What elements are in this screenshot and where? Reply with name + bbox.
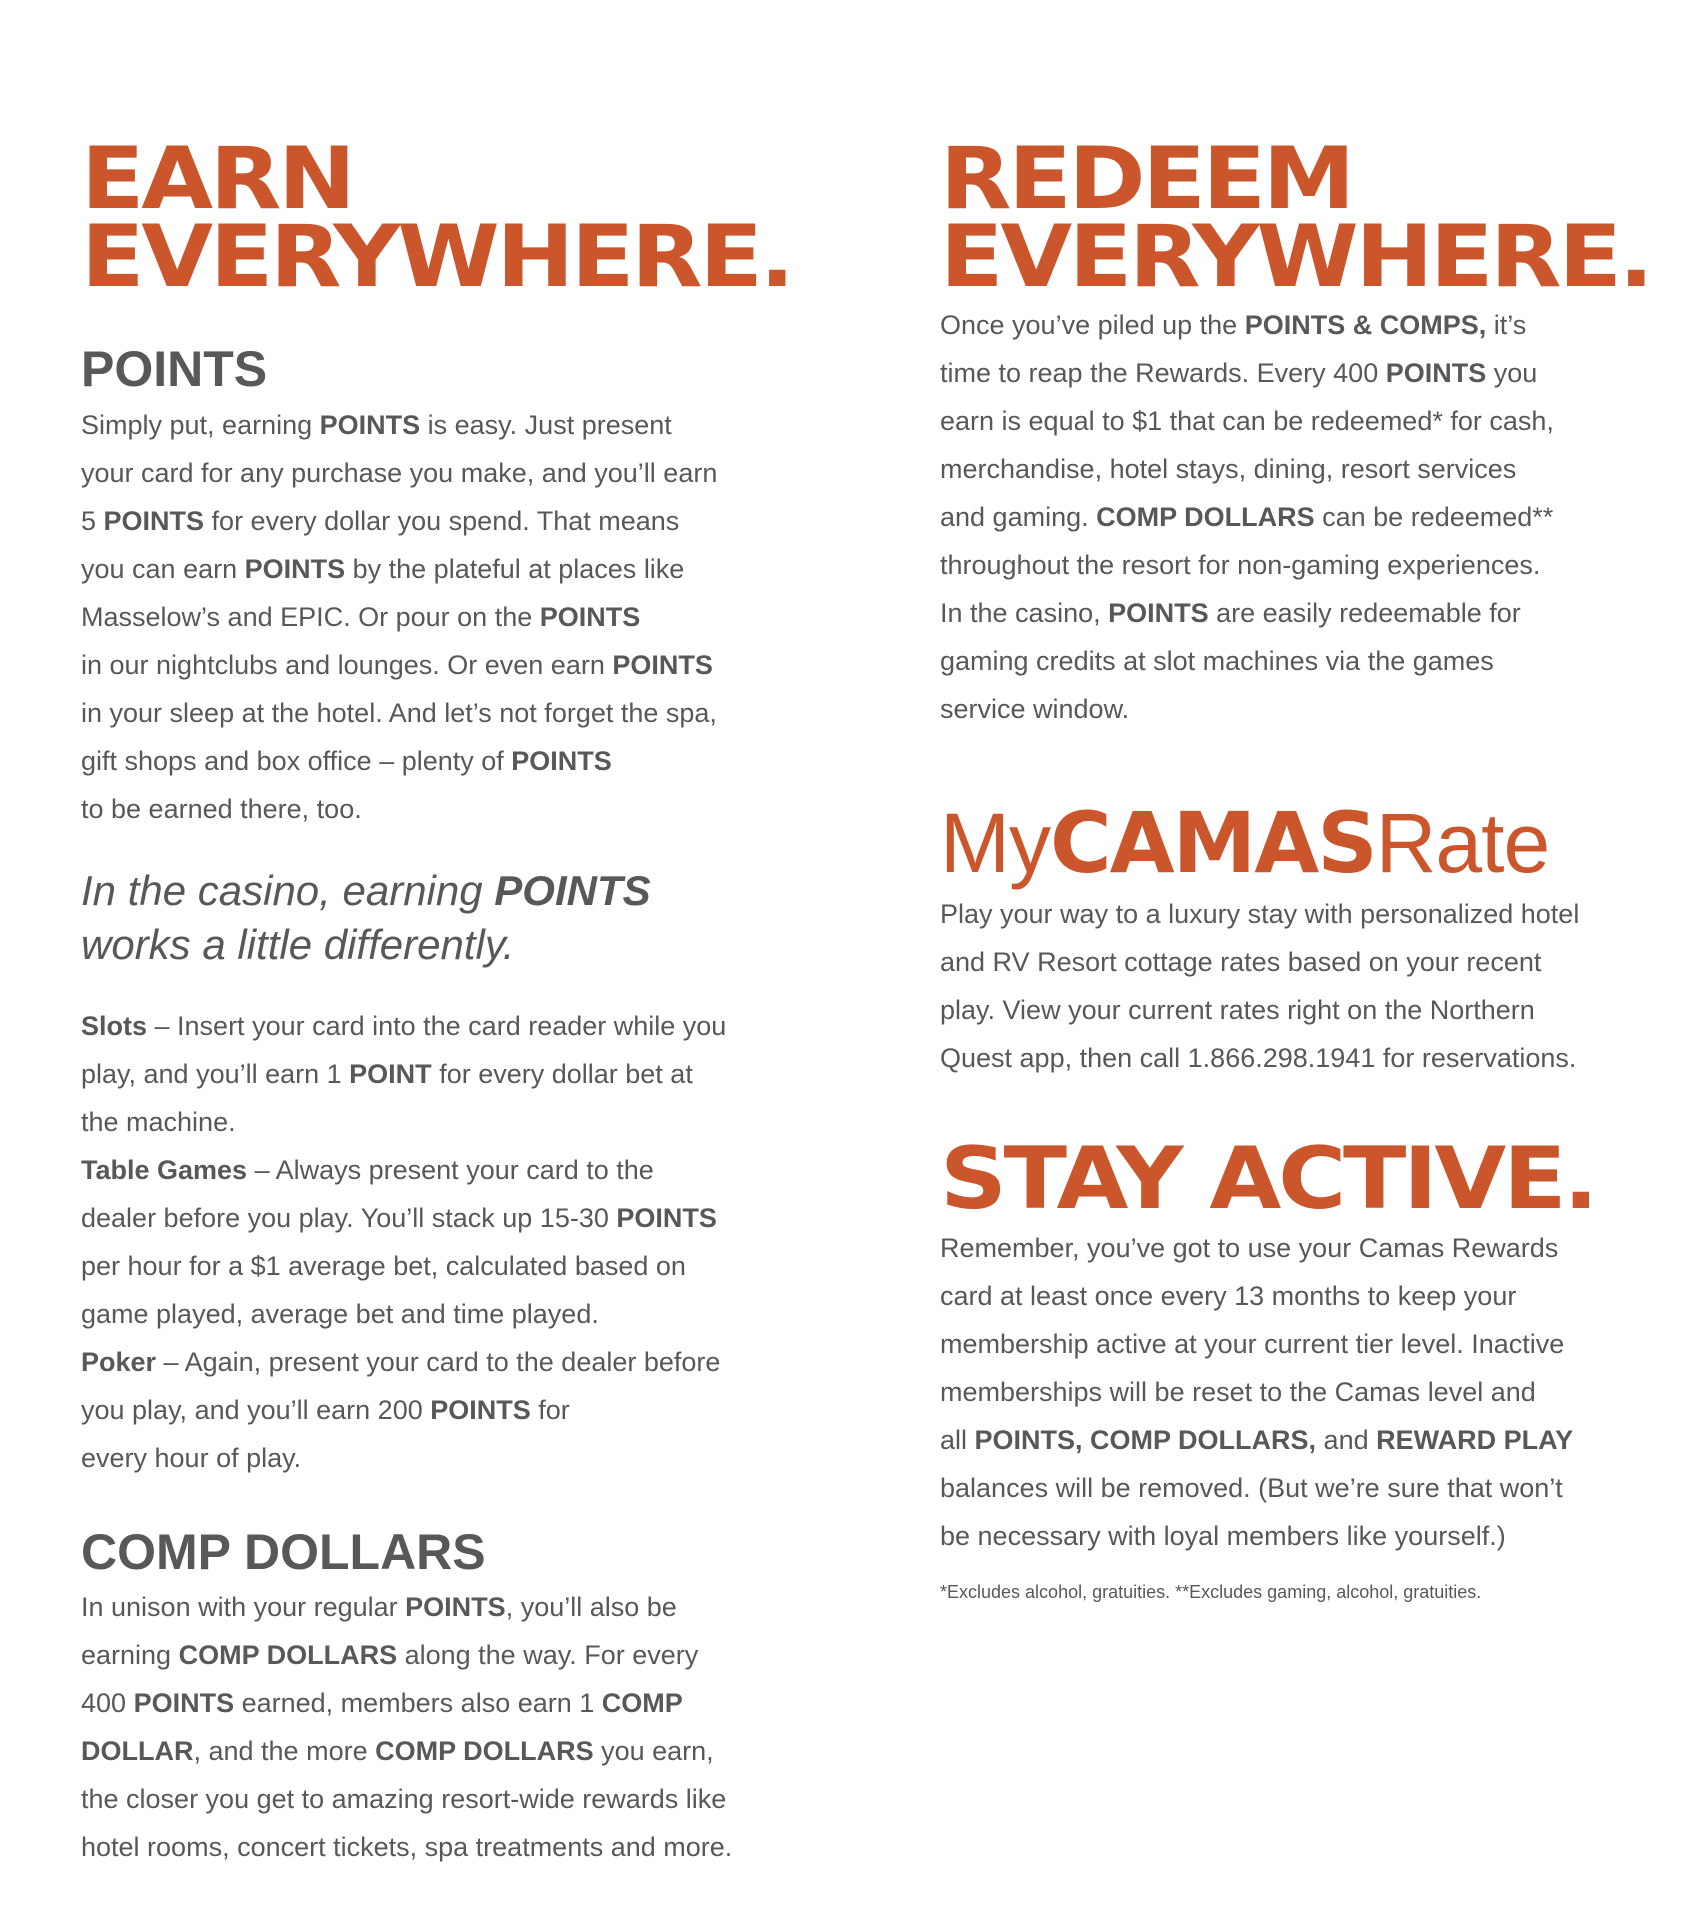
bold-term: POINTS xyxy=(1108,598,1209,628)
points-body xyxy=(81,401,717,833)
bold-term: COMP DOLLARS xyxy=(1096,502,1315,532)
text-line: in our nightclubs and lounges. Or even earn POINTS xyxy=(81,650,713,680)
mycamas-my: My xyxy=(940,796,1050,890)
bold-term: POINTS xyxy=(616,1203,717,1233)
text-line: in your sleep at the hotel. And let’s not forget the spa, xyxy=(81,698,717,728)
text-line: all POINTS, COMP DOLLARS, and REWARD PLAY xyxy=(940,1425,1574,1455)
text-line: dealer before you play. You’ll stack up 15-30 POINTS xyxy=(81,1203,717,1233)
text-line: card at least once every 13 months to keep your xyxy=(940,1281,1517,1311)
bold-term: POINTS xyxy=(405,1592,506,1622)
bold-term: POINTS xyxy=(494,867,651,914)
redeem-heading-line1: REDEEM xyxy=(940,129,1352,229)
text-line: gift shops and box office – plenty of POINTS xyxy=(81,746,612,776)
bold-term: Poker xyxy=(81,1347,157,1377)
mycamas-rate: Rate xyxy=(1375,796,1550,890)
text-line: earning COMP DOLLARS along the way. For every xyxy=(81,1640,699,1670)
text-line: throughout the resort for non-gaming experiences. xyxy=(940,550,1541,580)
text-line: gaming credits at slot machines via the games xyxy=(940,646,1494,676)
text-line: membership active at your current tier level. Inactive xyxy=(940,1329,1565,1359)
text-line: per hour for a $1 average bet, calculated based on xyxy=(81,1251,686,1281)
bold-term: COMP DOLLARS xyxy=(375,1736,594,1766)
bold-term: Slots xyxy=(81,1011,148,1041)
text-line: balances will be removed. (But we’re sure that won’t xyxy=(940,1473,1563,1503)
text-line: merchandise, hotel stays, dining, resort services xyxy=(940,454,1517,484)
stay-active-body xyxy=(940,1224,1573,1560)
bold-term: POINTS xyxy=(244,554,346,584)
text-line: your card for any purchase you make, and you’ll earn xyxy=(81,458,718,488)
text-line: works a little differently. xyxy=(81,921,515,968)
text-line: earn is equal to $1 that can be redeemed* for cash, xyxy=(940,406,1554,436)
text-line: you play, and you’ll earn 200 POINTS for xyxy=(81,1395,570,1425)
text-line: and RV Resort cottage rates based on your recent xyxy=(940,947,1542,977)
bold-term: POINTS xyxy=(1385,358,1487,388)
text-line: Play your way to a luxury stay with personalized hotel xyxy=(940,899,1580,929)
text-line: game played, average bet and time played. xyxy=(81,1299,599,1329)
text-line: Quest app, then call 1.866.298.1941 for reservations. xyxy=(940,1043,1577,1073)
comp-dollars-body xyxy=(81,1583,732,1871)
bold-term: REWARD PLAY xyxy=(1376,1425,1574,1455)
casino-lead xyxy=(81,864,651,972)
text-line: DOLLAR, and the more COMP DOLLARS you earn, xyxy=(81,1736,714,1766)
bold-term: POINTS, COMP DOLLARS, xyxy=(974,1425,1317,1455)
bold-term: COMP DOLLARS xyxy=(178,1640,398,1670)
text-line: memberships will be reset to the Camas level and xyxy=(940,1377,1536,1407)
text-line: In the casino, earning POINTS xyxy=(81,867,651,914)
text-line: Poker – Again, present your card to the dealer before xyxy=(81,1347,721,1377)
bold-term: POINTS xyxy=(430,1395,531,1425)
text-line: Masselow’s and EPIC. Or pour on the POINTS xyxy=(81,602,641,632)
bold-term: Table Games xyxy=(81,1155,248,1185)
mycamas-rate-logo xyxy=(940,794,1550,892)
points-title: POINTS xyxy=(81,341,268,397)
text-line: and gaming. COMP DOLLARS can be redeemed** xyxy=(940,502,1554,532)
text-line: Table Games – Always present your card to the xyxy=(81,1155,654,1185)
text-line: Slots – Insert your card into the card reader while you xyxy=(81,1011,727,1041)
text-line: to be earned there, too. xyxy=(81,794,362,824)
text-line: Remember, you’ve got to use your Camas Rewards xyxy=(940,1233,1559,1263)
bold-term: POINTS xyxy=(539,602,641,632)
bold-term: POINTS xyxy=(319,410,421,440)
mycamas-camas: CAMAS xyxy=(1049,794,1376,892)
text-line: Once you’ve piled up the POINTS & COMPS, it’s xyxy=(940,310,1527,340)
earn-heading-line1: EARN xyxy=(81,129,353,229)
redeem-body xyxy=(940,301,1554,733)
bold-term: POINTS & COMPS, xyxy=(1244,310,1487,340)
bold-term: DOLLAR xyxy=(81,1736,194,1766)
bold-term: COMP xyxy=(601,1688,683,1718)
text-line: Simply put, earning POINTS is easy. Just present xyxy=(81,410,672,440)
bold-term: POINTS xyxy=(612,650,713,680)
bold-term: POINTS xyxy=(133,1688,235,1718)
text-line: every hour of play. xyxy=(81,1443,302,1473)
text-line: service window. xyxy=(940,694,1130,724)
text-line: 400 POINTS earned, members also earn 1 COMP xyxy=(81,1688,683,1718)
comp-dollars-title: COMP DOLLARS xyxy=(81,1524,486,1580)
text-line: In the casino, POINTS are easily redeemable for xyxy=(940,598,1521,628)
redeem-heading-line2: EVERYWHERE. xyxy=(940,207,1651,307)
text-line: play. View your current rates right on the Northern xyxy=(940,995,1535,1025)
text-line: you can earn POINTS by the plateful at places like xyxy=(81,554,685,584)
text-line: In unison with your regular POINTS, you’ll also be xyxy=(81,1592,677,1622)
text-line: the closer you get to amazing resort-wide rewards like xyxy=(81,1784,727,1814)
mycamas-body xyxy=(940,890,1579,1082)
footnote: *Excludes alcohol, gratuities. **Excludes gaming, alcohol, gratuities. xyxy=(940,1582,1482,1602)
text-line: be necessary with loyal members like yourself.) xyxy=(940,1521,1506,1551)
earn-heading xyxy=(81,129,792,307)
bold-term: POINTS xyxy=(103,506,205,536)
earn-heading-line2: EVERYWHERE. xyxy=(81,207,792,307)
text-line: time to reap the Rewards. Every 400 POINTS you xyxy=(940,358,1538,388)
text-line: play, and you’ll earn 1 POINT for every dollar bet at xyxy=(81,1059,693,1089)
bold-term: POINT xyxy=(349,1059,432,1089)
stay-active-heading xyxy=(940,1129,1596,1229)
bold-term: POINTS xyxy=(511,746,612,776)
text-line: hotel rooms, concert tickets, spa treatments and more. xyxy=(81,1832,733,1862)
stay-active-heading-text: STAY ACTIVE. xyxy=(940,1129,1596,1229)
text-line: 5 POINTS for every dollar you spend. That means xyxy=(81,506,680,536)
redeem-heading xyxy=(940,129,1651,307)
text-line: the machine. xyxy=(81,1107,236,1137)
casino-body xyxy=(81,1002,726,1482)
